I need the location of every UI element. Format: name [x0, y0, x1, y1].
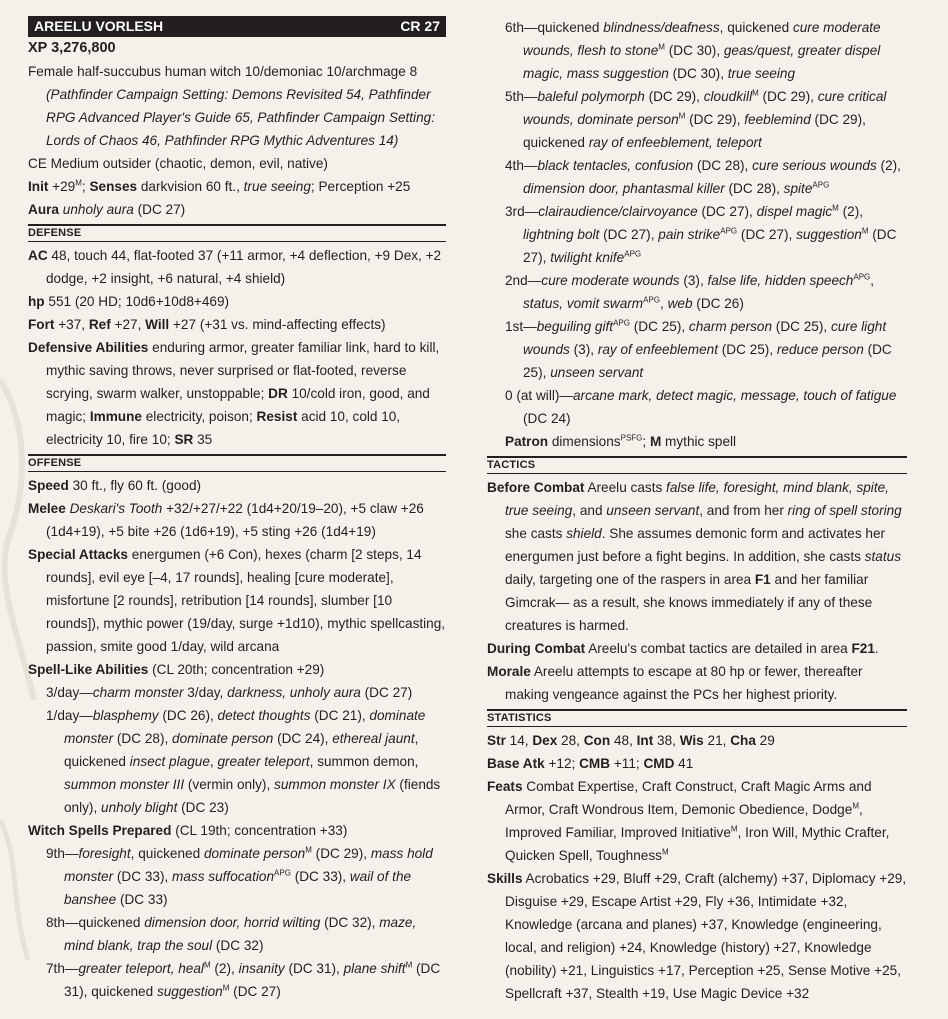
spells-3rd: 3rd—clairaudience/clairvoyance (DC 27), dispel magic$^M$ (2), lightning bolt (DC 27), pain strike$^{APG}$ (DC 27), suggestion$^M$ (DC 27), twilight knife$^{APG}$	[505, 203, 897, 265]
source-text: (Pathfinder Campaign Setting: Demons Revisited 54, Pathfinder RPG Advanced Player's Guide 65, Pathfinder Campaign Setting: Lords of Chaos 46, Pathfinder RPG Mythic Adventures 14)	[46, 87, 435, 148]
stat-block-title-bar	[28, 16, 446, 37]
spells-8th: 8th—quickened dimension door, horrid wilting (DC 32), maze, mind blank, trap the soul (DC 32)	[46, 915, 417, 953]
feats-line: Feats Combat Expertise, Craft Construct, Craft Magic Arms and Armor, Craft Wondrous Item, Demonic Obedience, Dodge$^M$, Improved Familiar, Improved Initiative$^M$, Iron Will, Mythic Crafter, Quicken Spell, Toughness$^M$	[487, 779, 890, 863]
statistics-heading: STATISTICS	[487, 709, 907, 727]
alignment-line: CE Medium outsider (chaotic, demon, evil, native)	[28, 156, 328, 171]
hit-points-line: hp 551 (20 HD; 10d6+10d8+469)	[28, 294, 230, 309]
skills-line: Skills Acrobatics +29, Bluff +29, Craft (alchemy) +37, Diplomacy +29, Disguise +29, Escape Artist +29, Fly +36, Intimidate +32, Knowledge (arcana and planes) +37, Knowledge (engineering, local, and religion) +24, Knowledge (history) +27, Knowledge (nobility) +21, Linguistics +17, Perception +25, Sense Motive +25, Spellcraft +37, Stealth +19, Use Magic Device +32	[487, 871, 907, 1001]
left-column	[28, 16, 446, 1003]
source-references	[28, 83, 446, 152]
before-combat-line: Before Combat Areelu casts false life, foresight, mind blank, spite, true seeing, and unseen servant, and from her ring of spell storing she casts shield. She assumes demonic form and activates her energumen just before a fight begins. In addition, she casts status daily, targeting one of the raspers in area F1 and her familiar Gimcrak— as a result, she knows immediately if any of these creatures is harmed.	[487, 480, 902, 633]
speed-line: Speed 30 ft., fly 60 ft. (good)	[28, 478, 202, 493]
type-line: Female half-succubus human witch 10/demoniac 10/archmage 8	[28, 64, 418, 79]
spells-6th: 6th—quickened blindness/deafness, quickened cure moderate wounds, flesh to stone$^M$ (DC 30), geas/quest, greater dispel magic, mass suggestion (DC 30), true seeing	[505, 20, 881, 81]
spells-1st: 1st—beguiling gift$^{APG}$ (DC 25), charm person (DC 25), cure light wounds (3), ray of enfeeblement (DC 25), reduce person (DC 25), unseen servant	[505, 318, 892, 380]
tactics-heading: TACTICS	[487, 456, 907, 474]
melee-line: Melee Deskari's Tooth +32/+27/+22 (1d4+20/19–20), +5 claw +26 (1d4+19), +5 bite +26 (1d6+19), +5 sting +26 (1d4+19)	[28, 501, 424, 539]
offense-heading: OFFENSE	[28, 454, 446, 472]
saves-line: Fort +37, Ref +27, Will +27 (+31 vs. mind-affecting effects)	[28, 317, 386, 332]
during-combat-line: During Combat Areelu's combat tactics are detailed in area F21.	[487, 641, 879, 656]
spell-like-abilities-line: Spell-Like Abilities (CL 20th; concentration +29)	[28, 662, 325, 677]
challenge-rating: CR 27	[400, 18, 440, 34]
defense-heading: DEFENSE	[28, 224, 446, 242]
sla-1-per-day: 1/day—blasphemy (DC 26), detect thoughts (DC 21), dominate monster (DC 28), dominate person (DC 24), ethereal jaunt, quickened insect plague, greater teleport, summon demon, summon monster III (vermin only), summon monster IX (fiends only), unholy blight (DC 23)	[46, 708, 441, 815]
spells-5th: 5th—baleful polymorph (DC 29), cloudkill$^M$ (DC 29), cure critical wounds, dominate person$^M$ (DC 29), feeblemind (DC 29), quickened ray of enfeeblement, teleport	[505, 88, 887, 150]
creature-name: AREELU VORLESH	[34, 18, 164, 34]
ability-scores-line: Str 14, Dex 28, Con 48, Int 38, Wis 21, Cha 29	[487, 733, 775, 748]
spells-9th: 9th—foresight, quickened dominate person$^M$ (DC 29), mass hold monster (DC 33), mass suffocation$^{APG}$ (DC 33), wail of the banshee (DC 33)	[46, 845, 433, 907]
spells-0-level: 0 (at will)—arcane mark, detect magic, message, touch of fatigue (DC 24)	[505, 388, 897, 426]
morale-line: Morale Areelu attempts to escape at 80 hp or fewer, thereafter making vengeance against the PCs her highest priority.	[487, 664, 863, 702]
witch-spells-line: Witch Spells Prepared (CL 19th; concentration +33)	[28, 823, 348, 838]
defensive-abilities-line: Defensive Abilities enduring armor, greater familiar link, hard to kill, mythic saving throws, never surprised or flat-footed, reverse scrying, swarm walker, unstoppable; DR 10/cold iron, good, and magic; Immune electricity, poison; Resist acid 10, cold 10, electricity 10, fire 10; SR 35	[28, 340, 440, 447]
sla-3-per-day: 3/day—charm monster 3/day, darkness, unholy aura (DC 27)	[46, 685, 413, 700]
experience-points: XP 3,276,800	[28, 40, 116, 56]
init-senses-line: Init $+29^M$; Senses darkvision 60 ft., true seeing; Perception +25	[28, 178, 411, 194]
right-column	[487, 16, 907, 1005]
spells-7th: 7th—greater teleport, heal$^M$ (2), insanity (DC 31), plane shift$^M$ (DC 31), quickened suggestion$^M$ (DC 27)	[46, 960, 441, 999]
spells-4th: 4th—black tentacles, confusion (DC 28), cure serious wounds (2), dimension door, phantasmal killer (DC 28), spite$^{APG}$	[505, 158, 901, 196]
patron-line: Patron dimensions$^{PSFG}$; M mythic spell	[505, 433, 737, 449]
spells-2nd: 2nd—cure moderate wounds (3), false life, hidden speech$^{APG}$, status, vomit swarm$^{APG}$, web (DC 26)	[505, 272, 875, 311]
armor-class-line: AC 48, touch 44, flat-footed 37 (+11 armor, +4 deflection, +9 Dex, +2 dodge, +2 insight, +6 natural, +4 shield)	[28, 248, 442, 286]
aura-line: Aura unholy aura (DC 27)	[28, 202, 186, 217]
combat-maneuver-line: Base Atk +12; CMB +11; CMD 41	[487, 756, 694, 771]
special-attacks-line: Special Attacks energumen (+6 Con), hexes (charm [2 steps, 14 rounds], evil eye [–4, 17 rounds], healing [cure moderate], misfortune [2 rounds], retribution [14 rounds], slumber [10 rounds]), mythic power (19/day, surge +1d10), mythic spellcasting, passion, smite good 1/day, wild arcana	[28, 547, 446, 654]
